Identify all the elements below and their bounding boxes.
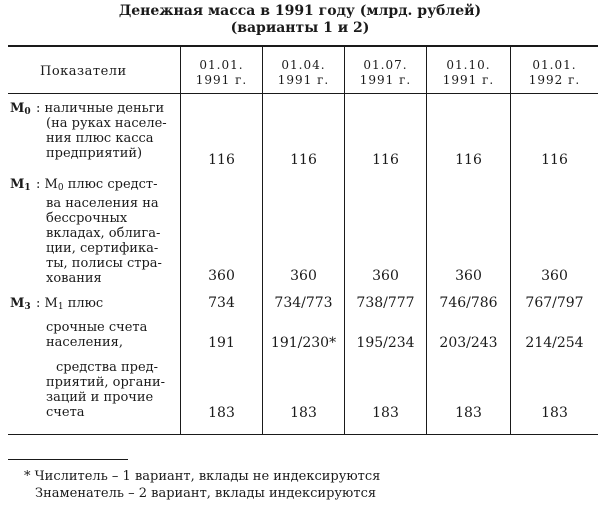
value-cell: 195/234 bbox=[356, 335, 415, 351]
row-label-m1 bbox=[36, 177, 176, 286]
value-cell: 183 bbox=[290, 405, 317, 421]
label-line: приятий, органи- bbox=[46, 375, 166, 390]
title-line-1: Денежная масса в 1991 году (млрд. рублей) bbox=[118, 3, 482, 19]
column-divider bbox=[344, 46, 345, 434]
value-cell: 360 bbox=[541, 268, 568, 284]
code-letter: M bbox=[10, 101, 25, 116]
row-label-term-deposits bbox=[46, 320, 178, 350]
header-column bbox=[511, 58, 598, 88]
value-cell: 360 bbox=[372, 268, 399, 284]
value-cell: 203/243 bbox=[439, 335, 498, 351]
column-divider bbox=[180, 46, 181, 434]
value-cell: 183 bbox=[541, 405, 568, 421]
value-cell: 183 bbox=[455, 405, 482, 421]
row-label-enterprise-funds bbox=[46, 360, 178, 420]
header-year: 1991 г. bbox=[195, 73, 248, 87]
code-subscript: 3 bbox=[24, 302, 31, 312]
header-date: 01.07. bbox=[363, 58, 408, 72]
value-cell: 116 bbox=[541, 152, 568, 168]
row-code-m1 bbox=[10, 177, 31, 196]
header-column bbox=[427, 58, 510, 88]
table-bottom-rule bbox=[8, 434, 598, 435]
label-line: : $M_1$ плюс bbox=[36, 296, 104, 312]
value-cell: 360 bbox=[455, 268, 482, 284]
header-indicator: Показатели bbox=[40, 64, 127, 79]
code-subscript: 1 bbox=[24, 183, 31, 193]
label-line: ва населения на bbox=[46, 196, 159, 211]
header-date: 01.01. bbox=[199, 58, 244, 72]
label-line: населения, bbox=[46, 335, 124, 350]
header-year: 1991 г. bbox=[277, 73, 330, 87]
value-cell: 191 bbox=[208, 335, 235, 351]
value-cell: 734/773 bbox=[274, 295, 333, 311]
footnote-line-2: Знаменатель – 2 вариант, вклады индексируются bbox=[35, 486, 377, 501]
label-line: (на руках населе- bbox=[46, 116, 167, 131]
row-label-m3 bbox=[36, 296, 176, 315]
label-line: : наличные деньги bbox=[36, 101, 165, 116]
footnote-rule bbox=[8, 459, 128, 460]
label-line: заций и прочие bbox=[46, 390, 154, 405]
value-cell: 116 bbox=[290, 152, 317, 168]
value-cell: 116 bbox=[208, 152, 235, 168]
header-column bbox=[181, 58, 262, 88]
value-cell: 360 bbox=[290, 268, 317, 284]
header-date: 01.01. bbox=[532, 58, 577, 72]
header-date: 01.10. bbox=[446, 58, 491, 72]
header-column bbox=[345, 58, 426, 88]
value-cell: 116 bbox=[455, 152, 482, 168]
label-line: ния плюс касса bbox=[46, 131, 154, 146]
header-date: 01.04. bbox=[281, 58, 326, 72]
column-divider bbox=[510, 46, 511, 434]
column-divider bbox=[262, 46, 263, 434]
column-divider bbox=[426, 46, 427, 434]
code-letter: M bbox=[10, 296, 25, 311]
value-cell: 183 bbox=[372, 405, 399, 421]
value-cell: 191/230* bbox=[270, 335, 337, 351]
code-subscript: 0 bbox=[24, 107, 31, 117]
value-cell: 767/797 bbox=[525, 295, 584, 311]
label-line: срочные счета bbox=[46, 320, 148, 335]
value-cell: 183 bbox=[208, 405, 235, 421]
value-cell: 116 bbox=[372, 152, 399, 168]
value-cell: 214/254 bbox=[525, 335, 584, 351]
value-cell: 734 bbox=[208, 295, 235, 311]
label-line: бессрочных bbox=[46, 211, 128, 226]
label-line: ции, сертифика- bbox=[46, 241, 159, 256]
header-year: 1991 г. bbox=[359, 73, 412, 87]
header-year: 1991 г. bbox=[442, 73, 495, 87]
row-label-m0 bbox=[36, 101, 176, 161]
header-year: 1992 г. bbox=[528, 73, 581, 87]
header-column bbox=[263, 58, 344, 88]
label-line: вкладах, облига- bbox=[46, 226, 161, 241]
value-cell: 360 bbox=[208, 268, 235, 284]
row-code-m0 bbox=[10, 101, 31, 120]
footnote-line-1: * Числитель – 1 вариант, вклады не индексируются bbox=[24, 469, 381, 484]
label-line: ты, полисы стра- bbox=[46, 256, 162, 271]
label-line: средства пред- bbox=[56, 360, 159, 375]
label-line: счета bbox=[46, 405, 85, 420]
label-line: : $M_0$ плюс средст- bbox=[36, 177, 158, 193]
label-line: предприятий) bbox=[46, 146, 143, 161]
row-code-m3 bbox=[10, 296, 31, 315]
title-line-2: (варианты 1 и 2) bbox=[230, 20, 370, 36]
label-line: хования bbox=[46, 271, 102, 286]
code-letter: M bbox=[10, 177, 25, 192]
value-cell: 746/786 bbox=[439, 295, 498, 311]
value-cell: 738/777 bbox=[356, 295, 415, 311]
